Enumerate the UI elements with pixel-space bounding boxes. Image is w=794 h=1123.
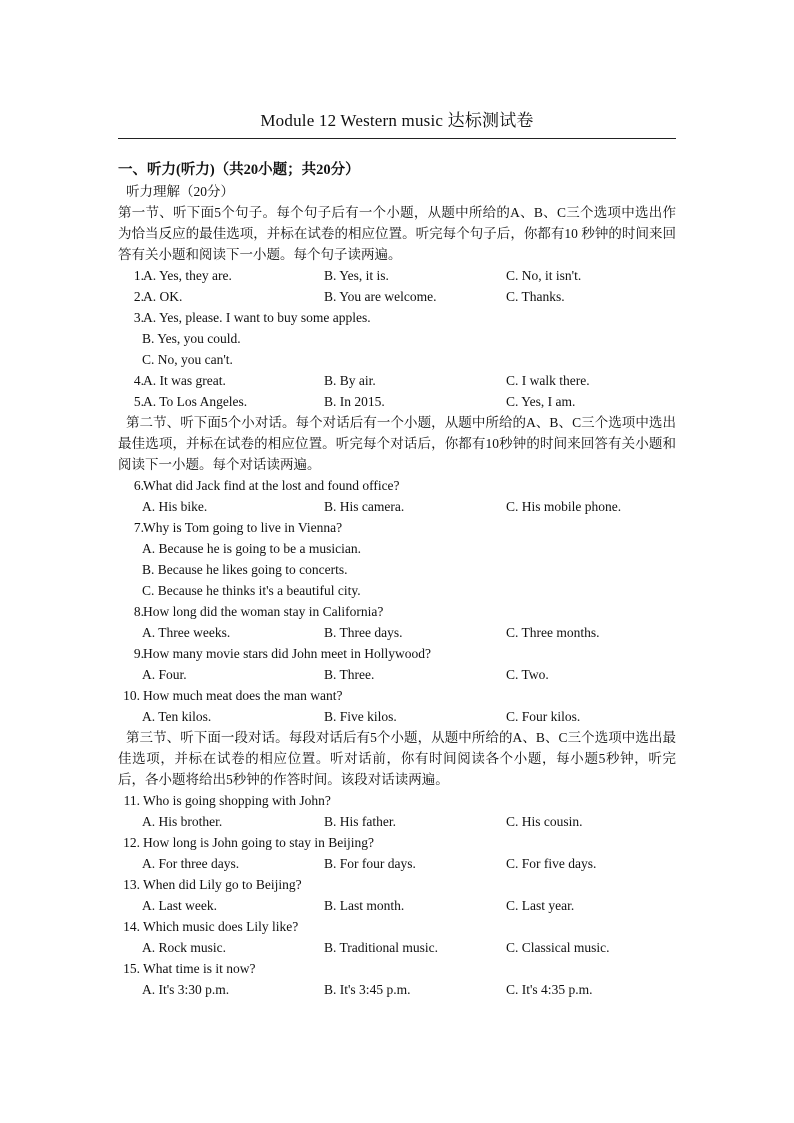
question-6-options xyxy=(118,496,676,517)
part1-instructions: 第一节、听下面5个句子。每个句子后有一个小题，从题中所给的A、B、C三个选项中选出作为恰当反应的最佳选项，并标在试卷的相应位置。听完每个句子后，你都有10 秒钟的时间来回答有关小题和阅读下一小题。每个句子读两遍。 xyxy=(118,205,676,262)
question-14-options xyxy=(118,937,676,958)
question-number: 3. xyxy=(133,310,144,325)
title-divider xyxy=(118,138,676,139)
option-a: A. His bike. xyxy=(142,499,208,514)
option-c: C. Yes, I am. xyxy=(506,394,576,409)
option-c: C. For five days. xyxy=(506,856,597,871)
question-number: 9. xyxy=(133,646,144,661)
question-11-options xyxy=(118,811,676,832)
question-number: 13. xyxy=(123,877,140,892)
option-b: B. Because he likes going to concerts. xyxy=(142,562,348,577)
option-a: A. Because he is going to be a musician. xyxy=(142,541,361,556)
option-a: A. OK. xyxy=(143,289,183,304)
question-7-option-b-row xyxy=(118,559,676,580)
option-c: C. No, you can't. xyxy=(142,352,233,367)
option-c: C. No, it isn't. xyxy=(506,268,582,283)
option-c: C. Three months. xyxy=(506,625,600,640)
question-stem: What time is it now? xyxy=(143,961,256,976)
option-a: A. For three days. xyxy=(142,856,240,871)
section-subheading: 听力理解（20分） xyxy=(126,184,234,199)
option-c: C. Four kilos. xyxy=(506,709,581,724)
option-c: C. Because he thinks it's a beautiful city. xyxy=(142,583,361,598)
question-7 xyxy=(118,517,676,538)
option-a: A. Yes, they are. xyxy=(143,268,232,283)
option-b: B. You are welcome. xyxy=(324,289,437,304)
option-a: A. To Los Angeles. xyxy=(143,394,248,409)
question-number: 4. xyxy=(133,373,144,388)
question-3-option-b-row xyxy=(118,328,676,349)
question-number: 11. xyxy=(123,793,140,808)
question-12-options xyxy=(118,853,676,874)
option-b: B. Yes, it is. xyxy=(324,268,389,283)
question-4 xyxy=(118,370,676,391)
question-stem: How long did the woman stay in California? xyxy=(143,604,384,619)
option-b: B. Five kilos. xyxy=(324,709,397,724)
question-8-options xyxy=(118,622,676,643)
option-c: C. Last year. xyxy=(506,898,575,913)
option-c: C. Thanks. xyxy=(506,289,565,304)
question-number: 10. xyxy=(123,688,140,703)
option-c: C. It's 4:35 p.m. xyxy=(506,982,593,997)
question-number: 6. xyxy=(133,478,144,493)
option-b: B. For four days. xyxy=(324,856,416,871)
option-c: C. Two. xyxy=(506,667,549,682)
option-b: B. Three days. xyxy=(324,625,403,640)
question-8 xyxy=(118,601,676,622)
option-b: B. His father. xyxy=(324,814,396,829)
question-12 xyxy=(118,832,676,853)
option-c: C. I walk there. xyxy=(506,373,590,388)
option-a: A. Yes, please. I want to buy some apples. xyxy=(143,310,371,325)
question-10-options xyxy=(118,706,676,727)
question-stem: Why is Tom going to live in Vienna? xyxy=(143,520,343,535)
question-3 xyxy=(118,307,676,328)
question-stem: When did Lily go to Beijing? xyxy=(143,877,302,892)
option-a: A. Three weeks. xyxy=(142,625,231,640)
option-b: B. His camera. xyxy=(324,499,405,514)
question-number: 14. xyxy=(123,919,140,934)
option-c: C. Classical music. xyxy=(506,940,610,955)
option-b: B. It's 3:45 p.m. xyxy=(324,982,411,997)
option-b: B. Traditional music. xyxy=(324,940,439,955)
option-b: B. By air. xyxy=(324,373,376,388)
option-b: B. Yes, you could. xyxy=(142,331,241,346)
option-c: C. His mobile phone. xyxy=(506,499,622,514)
question-stem: Which music does Lily like? xyxy=(143,919,299,934)
question-15-options xyxy=(118,979,676,1000)
question-13-options xyxy=(118,895,676,916)
question-5 xyxy=(118,391,676,412)
part3-instructions: 第三节、听下面一段对话。每段对话后有5个小题，从题中所给的A、B、C三个选项中选出最佳选项，并标在试卷的相应位置。听对话前，你有时间阅读各个小题，每小题5秒钟，听完后，各小题将给出5秒钟的作答时间。该段对话读两遍。 xyxy=(118,730,676,787)
question-6 xyxy=(118,475,676,496)
option-a: A. Last week. xyxy=(142,898,217,913)
question-11 xyxy=(118,790,676,811)
question-number: 12. xyxy=(123,835,140,850)
question-number: 8. xyxy=(133,604,144,619)
question-number: 7. xyxy=(133,520,144,535)
option-a: A. His brother. xyxy=(142,814,223,829)
exam-body xyxy=(118,160,676,1000)
page-title: Module 12 Western music 达标测试卷 xyxy=(260,111,534,130)
question-9 xyxy=(118,643,676,664)
option-c: C. His cousin. xyxy=(506,814,583,829)
option-b: B. In 2015. xyxy=(324,394,385,409)
question-3-option-c-row xyxy=(118,349,676,370)
question-2 xyxy=(118,286,676,307)
question-stem: How many movie stars did John meet in Hollywood? xyxy=(143,646,431,661)
question-number: 15. xyxy=(123,961,140,976)
option-b: B. Last month. xyxy=(324,898,405,913)
question-10 xyxy=(118,685,676,706)
option-b: B. Three. xyxy=(324,667,375,682)
option-a: A. Four. xyxy=(142,667,187,682)
question-stem: Who is going shopping with John? xyxy=(143,793,331,808)
part2-instructions: 第二节、听下面5个小对话。每个对话后有一个小题，从题中所给的A、B、C三个选项中选出最佳选项，并标在试卷的相应位置。听完每个对话后，你都有10秒钟的时间来回答有关小题和阅读下一小题。每个对话读两遍。 xyxy=(118,415,676,472)
question-14 xyxy=(118,916,676,937)
question-stem: What did Jack find at the lost and found office? xyxy=(143,478,400,493)
question-stem: How long is John going to stay in Beijing? xyxy=(143,835,374,850)
question-13 xyxy=(118,874,676,895)
section-heading: 一、听力(听力)（共20小题；共20分） xyxy=(118,162,360,178)
question-15 xyxy=(118,958,676,979)
question-7-option-a-row xyxy=(118,538,676,559)
question-stem: How much meat does the man want? xyxy=(143,688,343,703)
question-number: 5. xyxy=(133,394,144,409)
option-a: A. Rock music. xyxy=(142,940,226,955)
question-1 xyxy=(118,265,676,286)
question-number: 1. xyxy=(133,268,144,283)
option-a: A. Ten kilos. xyxy=(142,709,212,724)
question-number: 2. xyxy=(133,289,144,304)
question-9-options xyxy=(118,664,676,685)
option-a: A. It's 3:30 p.m. xyxy=(142,982,230,997)
question-7-option-c-row xyxy=(118,580,676,601)
option-a: A. It was great. xyxy=(143,373,226,388)
